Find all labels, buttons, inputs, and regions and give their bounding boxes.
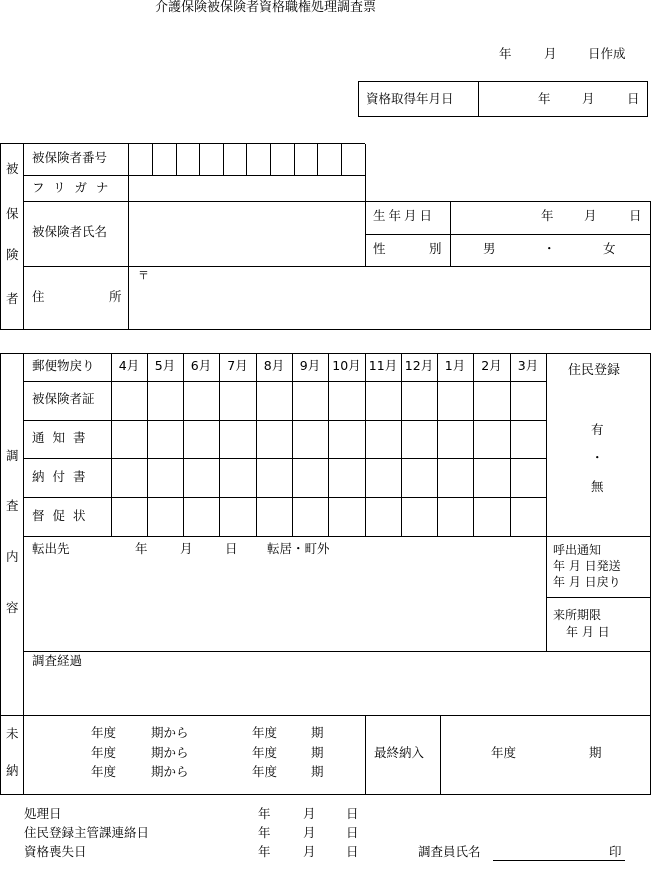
summons-sent: 年 月 日発送 — [553, 559, 621, 573]
investigator-label: 調査員氏名 — [418, 844, 481, 859]
resident-no: 無 — [591, 479, 604, 494]
footer-day: 日 — [346, 844, 359, 859]
survey-side-2: 査 — [6, 498, 19, 513]
resident-label: 住民登録 — [568, 363, 621, 378]
month-header: 5月 — [154, 358, 176, 373]
row-label-notice: 通 知 書 — [32, 430, 88, 445]
qualification-month: 月 — [582, 91, 595, 106]
unpaid-from-year: 年度 — [91, 764, 117, 779]
number-label: 被保険者番号 — [32, 150, 108, 165]
last-payment-label: 最終納入 — [374, 745, 425, 760]
month-header: 10月 — [332, 358, 361, 373]
female-option: 女 — [603, 241, 616, 256]
footer-month: 月 — [303, 806, 316, 821]
unpaid-to-period: 期 — [311, 745, 324, 760]
sex-label-1: 性 — [373, 241, 386, 256]
footer-month: 月 — [303, 825, 316, 840]
row-label-payment: 納 付 書 — [32, 469, 88, 484]
last-payment-year: 年度 — [491, 745, 517, 760]
month-header: 3月 — [517, 358, 539, 373]
unpaid-side-1: 未 — [6, 726, 19, 741]
unpaid-to-period: 期 — [311, 764, 324, 779]
unpaid-to-year: 年度 — [252, 764, 278, 779]
survey-side-4: 容 — [6, 600, 19, 615]
footer-label-processing: 処理日 — [24, 806, 62, 821]
month-header: 12月 — [404, 358, 434, 373]
unpaid-from-period: 期から — [151, 745, 189, 760]
insured-side-4: 者 — [6, 291, 19, 306]
progress-label: 調査経過 — [32, 653, 83, 668]
postal-mark: 〒 — [138, 269, 149, 282]
birth-day: 日 — [629, 208, 642, 223]
form-title: 介護保険被保険者資格職権処理調査票 — [155, 0, 377, 15]
row-label-reminder: 督 促 状 — [32, 508, 88, 523]
insured-side-3: 険 — [6, 247, 19, 262]
footer-month: 月 — [303, 844, 316, 859]
resident-dot: ・ — [591, 450, 604, 465]
month-header: 7月 — [227, 358, 248, 373]
created-day: 日作成 — [588, 46, 626, 61]
qualification-label: 資格取得年月日 — [366, 91, 454, 106]
footer-label-contact: 住民登録主管課連絡日 — [24, 825, 150, 840]
footer-year: 年 — [258, 806, 271, 821]
sex-dot: ・ — [543, 241, 556, 256]
investigator-signature-line — [493, 860, 625, 861]
summons-returned: 年 月 日戻り — [553, 575, 621, 589]
birth-label: 生年月日 — [373, 208, 436, 223]
moveout-day: 日 — [225, 541, 238, 556]
sex-label-2: 別 — [429, 241, 442, 256]
unpaid-to-period: 期 — [311, 725, 324, 740]
month-header: 4月 — [118, 358, 140, 373]
visit-date: 年 月 日 — [566, 625, 610, 639]
birth-year: 年 — [541, 208, 554, 223]
footer-year: 年 — [258, 844, 271, 859]
unpaid-from-period: 期から — [151, 764, 189, 779]
insured-side-2: 保 — [6, 206, 19, 221]
address-label-2: 所 — [109, 289, 122, 304]
footer-day: 日 — [346, 825, 359, 840]
resident-yes: 有 — [591, 422, 604, 437]
summons-title: 呼出通知 — [553, 543, 602, 557]
name-label: 被保険者氏名 — [32, 224, 108, 239]
furigana-label: フリガナ — [32, 180, 118, 195]
mail-return-label: 郵便物戻り — [32, 358, 95, 373]
last-payment-period: 期 — [589, 745, 602, 760]
address-label-1: 住 — [32, 289, 45, 304]
month-header: 6月 — [190, 358, 212, 373]
created-month: 月 — [544, 46, 557, 61]
moveout-label: 転出先 — [32, 541, 70, 556]
unpaid-to-year: 年度 — [252, 725, 278, 740]
moveout-type: 転居・町外 — [267, 541, 330, 556]
unpaid-from-year: 年度 — [91, 725, 117, 740]
unpaid-to-year: 年度 — [252, 745, 278, 760]
created-year: 年 — [499, 46, 512, 61]
qualification-day: 日 — [627, 91, 640, 106]
month-header: 1月 — [444, 358, 466, 373]
footer-year: 年 — [258, 825, 271, 840]
moveout-month: 月 — [180, 541, 193, 556]
qualification-year: 年 — [538, 91, 551, 106]
footer-day: 日 — [346, 806, 359, 821]
male-option: 男 — [483, 241, 496, 256]
month-header: 11月 — [368, 358, 398, 373]
month-header: 8月 — [263, 358, 285, 373]
month-header: 2月 — [481, 358, 502, 373]
moveout-year: 年 — [135, 541, 148, 556]
seal-mark: 印 — [609, 844, 622, 859]
month-header: 9月 — [299, 358, 321, 373]
survey-side-3: 内 — [6, 549, 19, 564]
survey-side-1: 調 — [6, 448, 19, 463]
unpaid-from-period: 期から — [151, 725, 189, 740]
visit-title: 来所期限 — [553, 608, 602, 622]
footer-label-loss: 資格喪失日 — [24, 844, 87, 859]
birth-month: 月 — [584, 208, 597, 223]
row-label-certificate: 被保険者証 — [32, 391, 95, 406]
insured-side-1: 被 — [6, 161, 19, 176]
unpaid-from-year: 年度 — [91, 745, 117, 760]
unpaid-side-2: 納 — [6, 763, 19, 778]
